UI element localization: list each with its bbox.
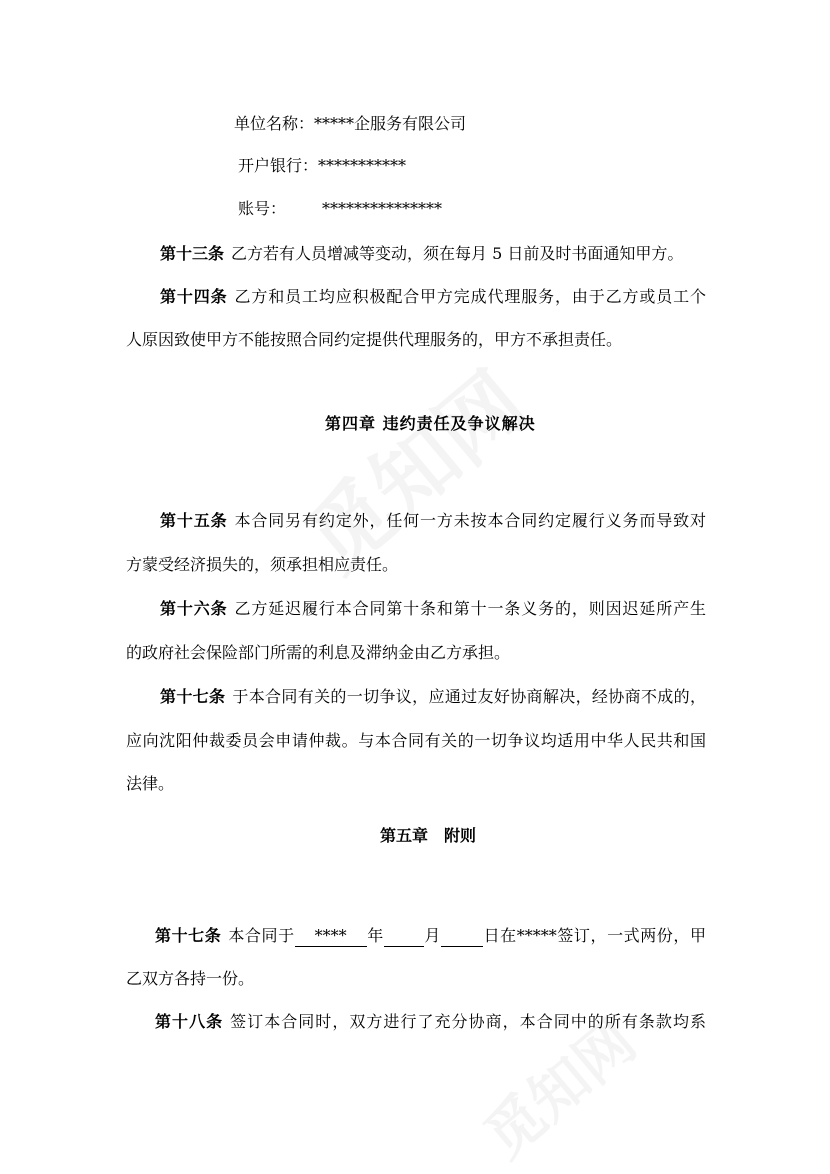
chapter-5-title: 第五章 附则 xyxy=(380,826,477,845)
month-unit: 月 xyxy=(423,926,441,945)
article-17-line-2: 应向沈阳仲裁委员会申请仲裁。与本合同有关的一切争议均适用中华人民共和国 xyxy=(126,731,706,750)
article-text: 乙方若有人员增减等变动，须在每月 5 日前及时书面通知甲方。 xyxy=(231,244,684,263)
payee-bank-line xyxy=(238,155,406,177)
article-text: 乙方延迟履行本合同第十条和第十一条义务的，则因迟延所产生 xyxy=(234,599,706,618)
article-18-line-1 xyxy=(155,1011,706,1033)
payee-account-label: 账号： xyxy=(238,199,287,218)
watermark xyxy=(292,359,539,585)
article-14-line-1 xyxy=(160,286,706,308)
article-15-line-1 xyxy=(160,510,706,532)
article-label: 第十七条 xyxy=(160,687,226,706)
article-label: 第十八条 xyxy=(155,1012,224,1031)
payee-company-value: *****企服务有限公司 xyxy=(314,114,467,133)
day-unit: 日 xyxy=(483,926,501,945)
chapter-4-title: 第四章 违约责任及争议解决 xyxy=(325,414,536,433)
article-label: 第十三条 xyxy=(160,244,225,263)
signing-prefix: 本合同于 xyxy=(228,926,295,945)
payee-bank-label: 开户银行： xyxy=(238,156,319,175)
day-blank xyxy=(441,926,483,947)
article-13-line-1 xyxy=(160,243,683,265)
article-17-line-3: 法律。 xyxy=(126,774,175,793)
payee-company-label: 单位名称： xyxy=(234,114,315,133)
month-blank xyxy=(384,926,424,947)
article-text: 本合同另有约定外，任何一方未按本合同约定履行义务而导致对 xyxy=(234,511,706,530)
signing-article-line-2: 乙双方各持一份。 xyxy=(126,969,255,988)
payee-account-value: *************** xyxy=(322,199,442,218)
year-unit: 年 xyxy=(366,926,384,945)
signing-article-line-1 xyxy=(155,925,706,947)
article-14-line-2: 人原因致使甲方不能按照合同约定提供代理服务的，甲方不承担责任。 xyxy=(126,330,623,349)
article-text: 乙方和员工均应积极配合甲方完成代理服务，由于乙方或员工个 xyxy=(234,287,706,306)
year-blank: **** xyxy=(295,926,367,947)
article-text: 签订本合同时，双方进行了充分协商，本合同中的所有条款均系 xyxy=(230,1012,706,1031)
signing-suffix: 在*****签订，一式两份，甲 xyxy=(500,926,706,945)
article-16-line-1 xyxy=(160,598,706,620)
article-label: 第十五条 xyxy=(160,511,228,530)
article-16-line-2: 的政府社会保险部门所需的利息及滞纳金由乙方承担。 xyxy=(126,643,511,662)
watermark xyxy=(475,1011,646,1167)
article-label: 第十四条 xyxy=(160,287,228,306)
article-label: 第十七条 xyxy=(155,926,222,945)
article-label: 第十六条 xyxy=(160,599,228,618)
article-15-line-2: 方蒙受经济损失的，须承担相应责任。 xyxy=(126,555,399,574)
article-text: 于本合同有关的一切争议，应通过友好协商解决，经协商不成的， xyxy=(232,687,706,706)
article-17-line-1 xyxy=(160,686,706,708)
payee-bank-value: *********** xyxy=(318,156,407,175)
payee-company-line xyxy=(234,113,466,135)
